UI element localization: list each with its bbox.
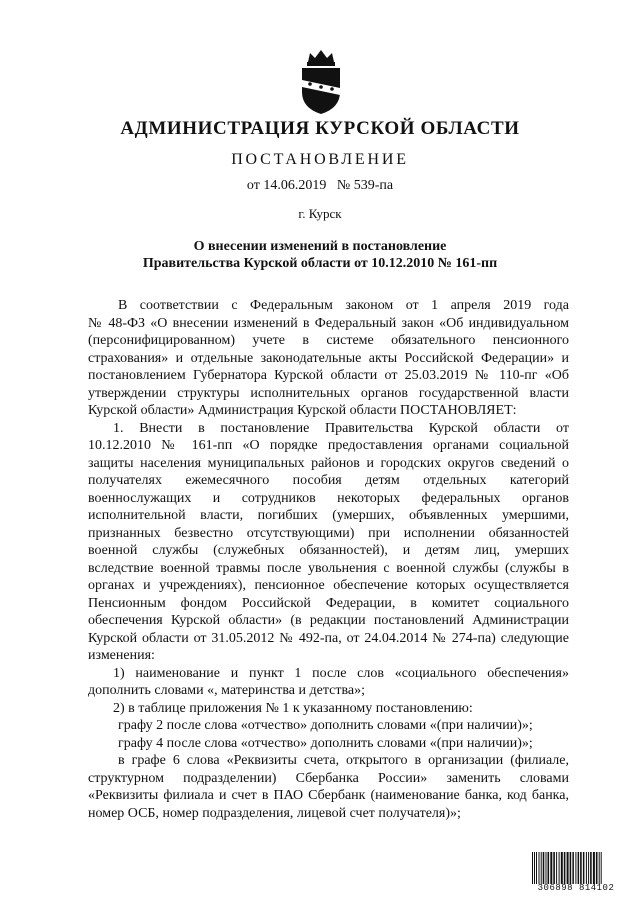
body-line: 2) в таблице приложения № 1 к указанному постановлению: <box>113 700 473 716</box>
body-line: Пенсионным фондом Российской Федерации, в комитет социального <box>88 595 569 611</box>
body-line: номер ОСБ, номер подразделения, лицевой счет получателя)»; <box>88 805 461 821</box>
body-line: изменения: <box>88 648 155 663</box>
body-line: исполнительной власти, погибших (умерших, объявленных умершими, <box>88 508 569 523</box>
body-line: структурном подразделении) Сбербанка России» заменить словами <box>88 770 569 786</box>
document-date-number: от 14.06.2019 № 539-па <box>246 178 394 193</box>
body-line: 1) наименование и пункт 1 после слов «социального обеспечения» <box>113 665 569 681</box>
body-line: военнослужащих и сотрудников некоторых федеральных органов <box>88 490 569 506</box>
body-line: 10.12.2010 № 161-пп «О порядке предоставления органами социальной <box>88 438 569 453</box>
body-line: дополнить словами «, материнства и детства»; <box>88 683 365 698</box>
body-line: защиты населения муниципальных районов и городских округов сведений о <box>88 455 569 471</box>
body-line: постановлением Губернатора Курской области от 25.03.2019 № 110-пг «Об <box>88 368 569 383</box>
coat-of-arms-icon <box>296 48 346 116</box>
barcode-number: 306898 814102 <box>537 883 615 893</box>
body-line: страхования» и отдельные законодательные акты Российской Федерации» и <box>88 350 569 366</box>
body-line: В соответствии с Федеральным законом от 1 апреля 2019 года <box>118 298 569 313</box>
document-type: ПОСТАНОВЛЕНИЕ <box>231 151 409 168</box>
body-line: Курской области» Администрация Курской области ПОСТАНОВЛЯЕТ: <box>88 403 517 418</box>
body-line: утверждении структуры исполнительных органов государственной власти <box>88 385 569 401</box>
body-line: вследствие военной травмы после увольнения с военной службы (службы в <box>88 560 569 576</box>
subject-line: Правительства Курской области от 10.12.2010 № 161-пп <box>142 256 498 271</box>
body-line: «Реквизиты филиала и счет в ПАО Сбербанк (наименование банка, код банка, <box>88 788 569 803</box>
document-subject <box>0 238 640 272</box>
body-line: (персонифицированном) учете в системе обязательного пенсионного <box>88 333 569 348</box>
body-line: получателях ежемесячного пособия детям отдельных категорий <box>88 473 569 488</box>
barcode-icon <box>531 852 621 884</box>
barcode <box>531 852 621 892</box>
body-line: графу 4 после слова «отчество» дополнить словами «(при наличии)»; <box>118 735 533 751</box>
body-line: 1. Внести в постановление Правительства Курской области от <box>113 420 569 436</box>
body-line: военной службы (служебных обязанностей), и детям лиц, умерших <box>88 543 569 558</box>
body-line: признанных безвестно отсутствующими) при исполнении обязанностей <box>88 525 569 541</box>
body-line: в графе 6 слова «Реквизиты счета, открытого в организации (филиале, <box>118 753 569 768</box>
organization-name: АДМИНИСТРАЦИЯ КУРСКОЙ ОБЛАСТИ <box>120 118 520 139</box>
body-line: № 48-ФЗ «О внесении изменений в Федеральный закон «Об индивидуальном <box>88 315 569 331</box>
body-line: органах и учреждениях), пенсионное обеспечение которых осуществляется <box>88 578 569 593</box>
subject-line: О внесении изменений в постановление <box>193 239 447 254</box>
body-line: Курской области от 31.05.2012 № 492-па, от 24.04.2014 № 274-па) следующие <box>88 630 569 646</box>
body-line: обеспечения Курской области» (в редакции постановлений Администрации <box>88 613 569 628</box>
document-body <box>88 297 569 822</box>
document-city: г. Курск <box>298 206 342 221</box>
body-line: графу 2 после слова «отчество» дополнить словами «(при наличии)»; <box>118 718 533 733</box>
